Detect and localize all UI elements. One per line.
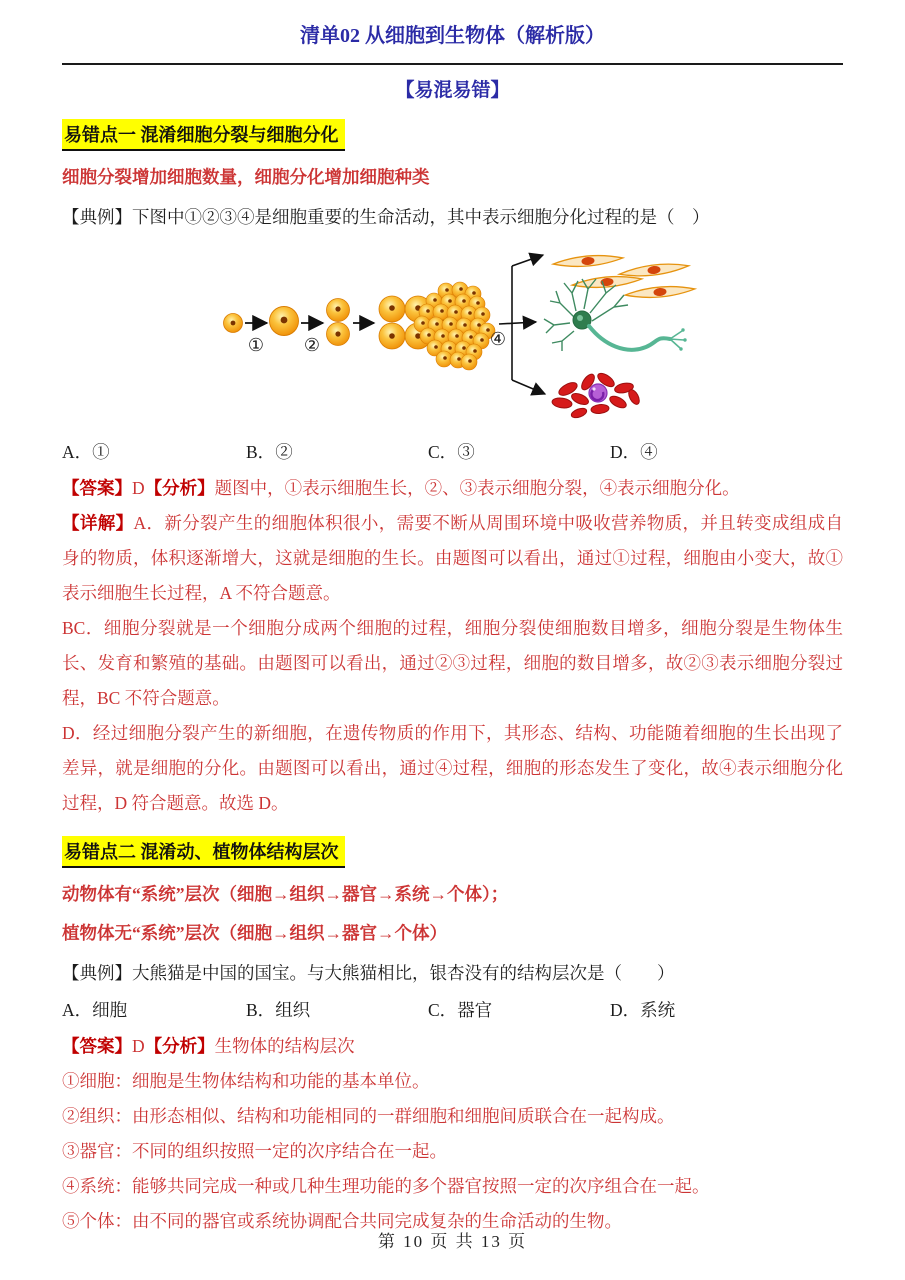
option-a-2: A．细胞 [62, 1000, 128, 1020]
example-label: 【典例】 [62, 207, 132, 227]
topic2-keypoint-2: 植物体无“系统”层次（细胞→组织→器官→个体） [62, 923, 447, 943]
topic1-question [62, 204, 843, 231]
topic1-detail-d: D．经过细胞分裂产生的新细胞，在遗传物质的作用下，其形态、结构、功能随着细胞的生长出现了差异，就是细胞的分化。由题图可以看出，通过④过程，细胞的形态发生了变化，故④表示细胞分化过程，D 符合题意。故选 D。 [62, 723, 843, 813]
level-item-4: ④系统：能够共同完成一种或几种生理功能的多个器官按照一定的次序组合在一起。 [62, 1176, 710, 1196]
small-cell [224, 314, 243, 333]
topic1-heading-row [62, 104, 843, 151]
example-label-2: 【典例】 [62, 963, 132, 983]
topic1-heading: 易错点一 混淆细胞分裂与细胞分化 [62, 119, 345, 151]
header-divider [62, 63, 843, 65]
option-d: D．④ [610, 442, 658, 462]
cell-diagram [222, 241, 698, 429]
topic1-answer-line [62, 471, 843, 506]
answer-value-2: D [132, 1036, 145, 1056]
analysis-text: 题图中，①表示细胞生长，②、③表示细胞分裂，④表示细胞分化。 [214, 478, 740, 498]
analysis-label-2: 【分析】 [144, 1036, 215, 1056]
answer-label-2: 【答案】 [62, 1036, 132, 1056]
step-label-4: ④ [489, 329, 507, 349]
topic1-detail-a: 【详解】A．新分裂产生的细胞体积很小，需要不断从周围环境中吸收营养物质，并且转变成组成自身的物质，体积逐渐增大，这就是细胞的生长。由题图可以看出，通过①过程，细胞由小变大，故①表示细胞生长过程，A 不符合题意。 [62, 513, 844, 603]
option-b: B．② [246, 442, 293, 462]
option-c: C．③ [428, 442, 475, 462]
step-label-2: ② [303, 335, 321, 355]
option-d-2: D．系统 [610, 1000, 676, 1020]
branch-arrows [499, 255, 545, 394]
detail-label: 【详解】 [62, 513, 134, 533]
option-b-2: B．组织 [246, 1000, 311, 1020]
topic2-question [62, 960, 843, 987]
level-item-5: ⑤个体：由不同的器官或系统协调配合共同完成复杂的生命活动的生物。 [62, 1211, 622, 1231]
step-label-1: ① [247, 335, 265, 355]
option-a: A．① [62, 442, 110, 462]
answer-value: D [132, 478, 145, 498]
two-cells [327, 299, 350, 346]
topic1-options [62, 437, 843, 467]
level-item-2: ②组织：由形态相似、结构和功能相同的一群细胞和细胞间质联合在一起构成。 [62, 1106, 675, 1126]
blood-cells-illustration [551, 371, 641, 420]
cell-cluster [414, 282, 495, 370]
topic2-options [62, 995, 843, 1025]
topic2-heading: 易错点二 混淆动、植物体结构层次 [62, 836, 345, 868]
grown-cell [270, 307, 299, 336]
answer-label: 【答案】 [62, 478, 132, 498]
topic2-answer-line [62, 1029, 843, 1064]
cell-diagram-svg [222, 241, 698, 429]
example-text-2: 大熊猫是中国的国宝。与大熊猫相比，银杏没有的结构层次是（ ） [132, 963, 675, 983]
topic2-keypoint-1: 动物体有“系统”层次（细胞→组织→器官→系统→个体）； [62, 884, 509, 904]
topic1-detail-bc: BC．细胞分裂就是一个细胞分成两个细胞的过程，细胞分裂使细胞数目增多，细胞分裂是生物体生长、发育和繁殖的基础。由题图可以看出，通过②③过程，细胞的数目增多，故②③表示细胞分裂过程，BC 不符合题意。 [62, 618, 843, 708]
section-header: 【易混易错】 [395, 80, 510, 101]
topic2-heading-row [62, 821, 843, 868]
option-c-2: C．器官 [428, 1000, 493, 1020]
topic1-keypoint: 细胞分裂增加细胞数量，细胞分化增加细胞种类 [62, 167, 430, 187]
example-text: 下图中①②③④是细胞重要的生命活动，其中表示细胞分化过程的是（ ） [132, 207, 710, 227]
level-item-1: ①细胞：细胞是生物体结构和功能的基本单位。 [62, 1071, 430, 1091]
analysis-label: 【分析】 [144, 478, 215, 498]
page-title: 清单02 从细胞到生物体（解析版） [300, 25, 605, 47]
page-footer: 第 10 页 共 13 页 [377, 1232, 528, 1251]
muscle-cells-illustration [553, 253, 696, 300]
level-item-3: ③器官：不同的组织按照一定的次序结合在一起。 [62, 1141, 447, 1161]
analysis-text-2: 生物体的结构层次 [214, 1036, 355, 1056]
